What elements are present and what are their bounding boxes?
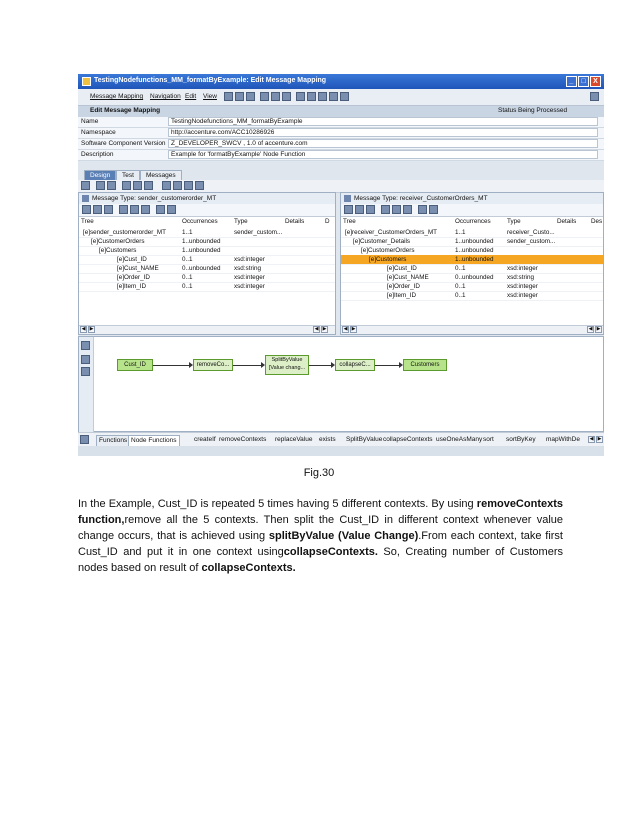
- tree-tool-icon[interactable]: [167, 205, 176, 214]
- column-header-tree[interactable]: Tree: [343, 218, 356, 225]
- tab-node-functions[interactable]: Node Functions: [128, 435, 180, 447]
- design-tool-icon[interactable]: [96, 181, 105, 190]
- toolbar-print-icon[interactable]: [340, 92, 349, 101]
- occurrence: 0..1: [182, 283, 193, 290]
- tree-tool-icon[interactable]: [82, 205, 91, 214]
- scroll-left-icon[interactable]: ◀: [314, 326, 319, 332]
- tree-row[interactable]: [341, 291, 603, 301]
- toolbar-activate-icon[interactable]: [260, 92, 269, 101]
- scroll-left-icon[interactable]: ◀: [343, 326, 348, 332]
- function-node-removecontexts[interactable]: removeCo...: [193, 359, 233, 371]
- toolbar-help-icon[interactable]: [590, 92, 599, 101]
- tree-node: [e]Cust_NAME: [387, 274, 429, 281]
- graph-tool-strip: [79, 337, 94, 433]
- tree-tool-icon[interactable]: [344, 205, 353, 214]
- tree-tool-icon[interactable]: [93, 205, 102, 214]
- paragraph-text: So, Creating number of Customers nodes based on result of: [78, 546, 563, 574]
- menu-navigation[interactable]: Navigation: [150, 93, 181, 100]
- source-message-type: Message Type: sender_customerorder_MT: [92, 195, 217, 202]
- toolbar-paste-icon[interactable]: [329, 92, 338, 101]
- tree-node: [e]Customer_Details: [353, 238, 411, 245]
- occurrence: 0..1: [182, 274, 193, 281]
- scroll-left-icon[interactable]: ◀: [588, 326, 593, 332]
- toolbar-search-icon[interactable]: [271, 92, 280, 101]
- graph-tool-icon[interactable]: [81, 367, 90, 376]
- tree-node: [e]Item_ID: [117, 283, 147, 290]
- tree-node: [e]sender_customerorder_MT: [83, 229, 166, 236]
- name-field[interactable]: TestingNodefunctions_MM_formatByExample: [168, 117, 598, 126]
- maximize-button[interactable]: □: [578, 76, 589, 87]
- column-header-tree[interactable]: Tree: [81, 218, 94, 225]
- tree-tool-icon[interactable]: [141, 205, 150, 214]
- description-row: [78, 150, 604, 161]
- function-replacevalue[interactable]: replaceValue: [275, 436, 313, 443]
- tree-node: [e]Cust_ID: [387, 265, 417, 272]
- occurrence: 0..unbounded: [455, 274, 494, 281]
- swcv-row: [78, 139, 604, 150]
- app-icon: [82, 77, 91, 86]
- function-removecontexts[interactable]: removeContexts: [219, 436, 267, 443]
- graph-connection: [233, 365, 263, 366]
- graph-tool-icon[interactable]: [81, 355, 90, 364]
- tree-tool-icon[interactable]: [429, 205, 438, 214]
- name-label: Name: [81, 118, 99, 125]
- design-tool-icon[interactable]: [195, 181, 204, 190]
- occurrence: 1..unbounded: [455, 238, 494, 245]
- column-header-occurrences[interactable]: Occurrences: [182, 218, 218, 225]
- tree-node: [e]receiver_CustomerOrders_MT: [345, 229, 438, 236]
- status-label: Status: [498, 107, 517, 114]
- column-header-type[interactable]: Type: [507, 218, 521, 225]
- column-header-details[interactable]: Details: [557, 218, 577, 225]
- design-tool-icon[interactable]: [144, 181, 153, 190]
- type: receiver_Custo...: [507, 229, 555, 236]
- paragraph-bold-text: collapseContexts.: [201, 562, 296, 574]
- tree-tool-icon[interactable]: [381, 205, 390, 214]
- function-node-collapsecontexts[interactable]: collapseC...: [335, 359, 375, 371]
- swcv-label: Software Component Version: [81, 140, 166, 147]
- back-arrow-icon[interactable]: [296, 92, 305, 101]
- swcv-field[interactable]: Z_DEVELOPER_SWCV , 1.0 of accenture.com: [168, 139, 598, 148]
- design-tool-icon[interactable]: [107, 181, 116, 190]
- source-structure-pane: [78, 192, 336, 335]
- type: xsd:integer: [507, 292, 538, 299]
- occurrence: 1..1: [182, 229, 193, 236]
- toolbar-history-icon[interactable]: [282, 92, 291, 101]
- occurrence: 1..unbounded: [455, 247, 494, 254]
- graph-connection: [375, 365, 401, 366]
- type: xsd:integer: [234, 283, 265, 290]
- tree-node: [e]CustomerOrders: [361, 247, 415, 254]
- design-tool-icon[interactable]: [133, 181, 142, 190]
- occurrence: 1..unbounded: [455, 256, 494, 263]
- paragraph-bold-text: collapseContexts.: [283, 546, 378, 558]
- tab-functions[interactable]: Functions: [96, 435, 130, 447]
- tree-node: [e]Customers: [99, 247, 137, 254]
- bottom-strip: [78, 446, 604, 456]
- type: sender_custom...: [507, 238, 556, 245]
- namespace-field[interactable]: http://accenture.com/ACC10286926: [168, 128, 598, 137]
- tree-tool-icon[interactable]: [392, 205, 401, 214]
- tree-tool-icon[interactable]: [418, 205, 427, 214]
- scroll-left-icon[interactable]: ◀: [81, 326, 86, 332]
- target-structure-pane: [340, 192, 604, 335]
- paragraph-text: In the Example, Cust_ID is repeated 5 times having 5 different contexts. By using: [78, 498, 477, 510]
- tab-messages[interactable]: Messages: [140, 170, 182, 181]
- pencil-icon[interactable]: [81, 341, 90, 350]
- scroll-right-icon[interactable]: ▶: [597, 436, 602, 442]
- menu-bar: [78, 89, 604, 106]
- occurrence: 0..1: [455, 283, 466, 290]
- target-node-customers[interactable]: Customers: [403, 359, 447, 371]
- column-header-details[interactable]: Details: [285, 218, 305, 225]
- function-createif[interactable]: createIf: [194, 436, 216, 443]
- design-tool-icon[interactable]: [81, 181, 90, 190]
- column-header-type[interactable]: Type: [234, 218, 248, 225]
- occurrence: 1..unbounded: [182, 238, 221, 245]
- paragraph-bold-text: removeContexts function,: [78, 498, 563, 526]
- explanation-paragraph: [78, 496, 563, 576]
- tree-row[interactable]: [79, 282, 335, 292]
- toolbar-copy-icon[interactable]: [318, 92, 327, 101]
- design-tool-icon[interactable]: [122, 181, 131, 190]
- occurrence: 0..unbounded: [182, 265, 221, 272]
- source-horizontal-scrollbar[interactable]: [79, 325, 335, 334]
- type: xsd:string: [507, 274, 534, 281]
- type: sender_custom...: [234, 229, 283, 236]
- description-field[interactable]: Example for 'formatByExample' Node Function: [168, 150, 598, 159]
- description-label: Description: [81, 151, 114, 158]
- tree-tool-icon[interactable]: [130, 205, 139, 214]
- function-sortbykey[interactable]: sortByKey: [506, 436, 536, 443]
- tree-tool-icon[interactable]: [403, 205, 412, 214]
- occurrence: 0..1: [455, 265, 466, 272]
- type: xsd:integer: [234, 256, 265, 263]
- toolbar-check-icon[interactable]: [235, 92, 244, 101]
- namespace-label: Namespace: [81, 129, 116, 136]
- occurrence: 1..unbounded: [182, 247, 221, 254]
- minimize-button[interactable]: _: [566, 76, 577, 87]
- window-title: TestingNodefunctions_MM_formatByExample: Edit Message Mapping: [94, 77, 327, 84]
- document-icon[interactable]: [80, 435, 89, 444]
- function-useoneasmany[interactable]: useOneAsMany: [436, 436, 483, 443]
- function-library-bar: [78, 432, 604, 447]
- function-sort[interactable]: sort: [483, 436, 494, 443]
- name-row: [78, 117, 604, 128]
- section-title: Edit Message Mapping: [90, 107, 161, 114]
- column-header-occurrences[interactable]: Occurrences: [455, 218, 491, 225]
- function-exists[interactable]: exists: [319, 436, 336, 443]
- toolbar-edit-icon[interactable]: [224, 92, 233, 101]
- scroll-right-icon[interactable]: ▶: [596, 326, 601, 332]
- function-splitbyvalue[interactable]: SplitByValue: [346, 436, 383, 443]
- paragraph-bold-text: splitByValue (Value Change): [268, 530, 419, 542]
- type: xsd:integer: [507, 283, 538, 290]
- tab-design[interactable]: Design: [84, 170, 116, 181]
- window-titlebar: [78, 74, 604, 89]
- target-pane-toolbar: [341, 204, 603, 217]
- column-header-description[interactable]: Des: [591, 218, 603, 225]
- header-section: [78, 106, 604, 117]
- menu-view[interactable]: View: [203, 93, 217, 100]
- type: xsd:string: [234, 265, 261, 272]
- paragraph-text: .From each context, take first Cust_ID and put it in one context using: [78, 530, 563, 558]
- tree-node: [e]Cust_NAME: [117, 265, 159, 272]
- scroll-right-icon[interactable]: ▶: [89, 326, 94, 332]
- tree-node: [e]Cust_ID: [117, 256, 147, 263]
- message-type-icon: [82, 195, 89, 202]
- tree-tool-icon[interactable]: [366, 205, 375, 214]
- forward-arrow-icon[interactable]: [307, 92, 316, 101]
- column-header-d[interactable]: D: [325, 218, 330, 225]
- tree-tool-icon[interactable]: [156, 205, 165, 214]
- source-pane-toolbar: [79, 204, 335, 217]
- tree-node: [e]Order_ID: [117, 274, 150, 281]
- source-node-cust-id[interactable]: Cust_ID: [117, 359, 153, 371]
- function-collapsecontexts[interactable]: collapseContexts: [383, 436, 433, 443]
- occurrence: 0..1: [182, 256, 193, 263]
- message-type-icon: [344, 195, 351, 202]
- design-tool-icon[interactable]: [173, 181, 182, 190]
- screenshot-figure: [78, 74, 604, 456]
- occurrence: 1..1: [455, 229, 466, 236]
- menu-message-mapping[interactable]: Message Mapping: [90, 93, 144, 100]
- tab-test[interactable]: Test: [116, 170, 140, 181]
- close-button[interactable]: X: [590, 76, 601, 87]
- status-value: Being Processed: [518, 107, 568, 114]
- toolbar-save-icon[interactable]: [246, 92, 255, 101]
- function-node-splitbyvalue[interactable]: SplitByValue [Value chang...: [265, 355, 309, 375]
- tree-node: [e]CustomerOrders: [91, 238, 145, 245]
- namespace-row: [78, 128, 604, 139]
- graph-connection: [309, 365, 333, 366]
- tree-tool-icon[interactable]: [104, 205, 113, 214]
- tree-tool-icon[interactable]: [355, 205, 364, 214]
- design-tool-icon[interactable]: [162, 181, 171, 190]
- editor-tabs: [78, 169, 604, 180]
- function-mapwithdefault[interactable]: mapWithDe: [546, 436, 580, 443]
- figure-caption: Fig.30: [303, 467, 335, 479]
- target-message-type: Message Type: receiver_CustomerOrders_MT: [354, 195, 488, 202]
- scroll-left-icon[interactable]: ◀: [589, 436, 594, 442]
- occurrence: 0..1: [455, 292, 466, 299]
- tree-node: [e]Order_ID: [387, 283, 420, 290]
- menu-edit[interactable]: Edit: [185, 93, 197, 100]
- type: xsd:integer: [507, 265, 538, 272]
- scroll-right-icon[interactable]: ▶: [322, 326, 327, 332]
- tree-node: [e]Customers: [369, 256, 407, 263]
- graph-connection: [153, 365, 191, 366]
- type: xsd:integer: [234, 274, 265, 281]
- target-horizontal-scrollbar[interactable]: [341, 325, 603, 334]
- tree-node: [e]Item_ID: [387, 292, 417, 299]
- tree-tool-icon[interactable]: [119, 205, 128, 214]
- design-tool-icon[interactable]: [184, 181, 193, 190]
- paragraph-text: remove all the 5 contexts. Then split the Cust_ID in different context whenever value change occurs, that is achieved using: [78, 514, 563, 542]
- mapping-graph-editor: [78, 336, 604, 432]
- scroll-right-icon[interactable]: ▶: [351, 326, 356, 332]
